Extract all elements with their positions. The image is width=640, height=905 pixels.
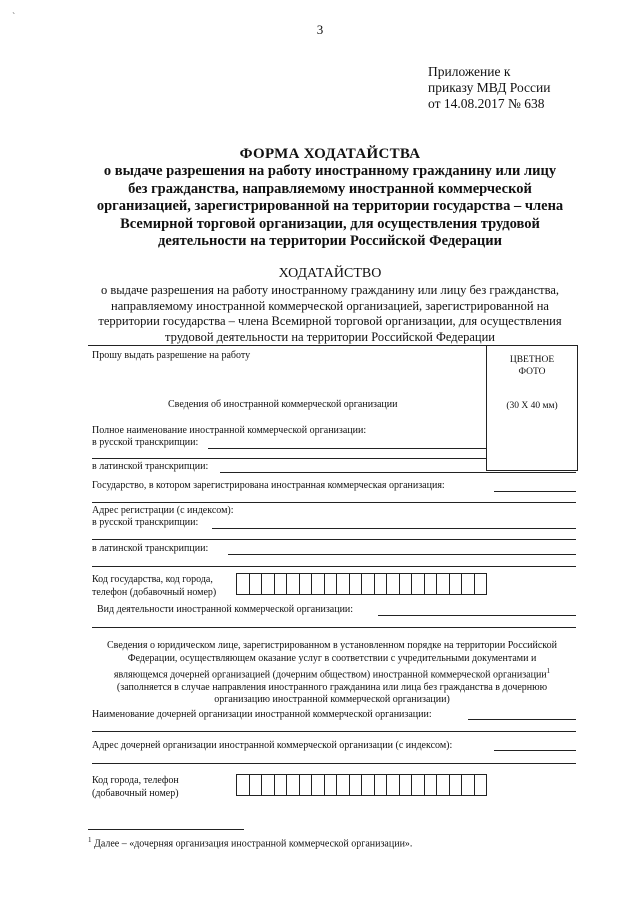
digit-cell[interactable] [374, 774, 388, 796]
full-name-russian-field[interactable] [208, 448, 486, 449]
digit-cell[interactable] [361, 573, 375, 595]
photo-label-line-2: ФОТО [518, 367, 546, 377]
digit-cell[interactable] [336, 774, 350, 796]
document-subheading-line: о выдаче разрешения на работу иностранному гражданину или лицу без гражданства, [100, 283, 560, 297]
digit-cell[interactable] [436, 573, 450, 595]
digit-cell[interactable] [386, 774, 400, 796]
reg-address-latin-label: в латинской транскрипции: [92, 543, 209, 554]
appendix-line-1: Приложение к [428, 64, 511, 79]
legal-entity-line: являющемся дочерней организацией (дочерним обществом) иностранной коммерческой организации$^1$ [113, 667, 551, 681]
full-name-label: Полное наименование иностранной коммерческой организации: [92, 425, 367, 436]
form-subtitle [60, 163, 600, 251]
reg-address-russian-label: в русской транскрипции: [92, 517, 199, 528]
digit-cell[interactable] [474, 774, 488, 796]
digit-cell[interactable] [461, 573, 475, 595]
digit-cell[interactable] [274, 774, 288, 796]
digit-cell[interactable] [424, 573, 438, 595]
reg-address-latin-field[interactable] [228, 554, 576, 555]
photo-size-label: (30 Х 40 мм) [506, 401, 558, 411]
document-subheading-line: трудовой деятельности на территории Российской Федерации [165, 329, 495, 344]
page-number: 3 [316, 22, 324, 37]
digit-cell[interactable] [336, 573, 350, 595]
reg-address-label: Адрес регистрации (с индексом): [92, 505, 234, 516]
digit-cell[interactable] [411, 573, 425, 595]
legal-entity-line: Сведения о юридическом лице, зарегистрированном в установленном порядке на территории Российской [107, 640, 557, 651]
digit-cell[interactable] [286, 573, 300, 595]
digit-cell[interactable] [311, 774, 325, 796]
appendix-line-3: от 14.08.2017 № 638 [428, 96, 545, 111]
subsidiary-name-extra[interactable] [92, 731, 576, 732]
digit-cell[interactable] [349, 774, 363, 796]
digit-cell[interactable] [299, 774, 313, 796]
digit-cell[interactable] [449, 774, 463, 796]
activity-field-extra[interactable] [92, 627, 576, 628]
phone-code-label-line: телефон (добавочный номер) [92, 586, 217, 598]
form-subtitle-line: Всемирной торговой организации, для осуществления трудовой [120, 215, 540, 232]
state-field[interactable] [494, 491, 576, 492]
digit-cell[interactable] [311, 573, 325, 595]
digit-cell[interactable] [261, 573, 275, 595]
digit-cell[interactable] [249, 573, 263, 595]
digit-cell[interactable] [286, 774, 300, 796]
digit-cell[interactable] [424, 774, 438, 796]
activity-field[interactable] [378, 615, 576, 616]
subsidiary-address-field[interactable] [494, 750, 576, 751]
document-subheading-line: направляемому иностранной коммерческой организацией, зарегистрированной на [111, 298, 549, 313]
state-field-extra[interactable] [92, 502, 576, 503]
full-name-extra-field[interactable] [92, 458, 486, 459]
appendix-line-2: приказу МВД России [428, 80, 551, 95]
scan-mark: ` [12, 12, 16, 23]
city-phone-cells[interactable] [236, 774, 486, 796]
digit-cell[interactable] [449, 573, 463, 595]
digit-cell[interactable] [374, 573, 388, 595]
digit-cell[interactable] [324, 774, 338, 796]
city-phone-label-line: (добавочный номер) [92, 787, 179, 799]
appendix-block [428, 64, 551, 112]
footnote-number: 1 [88, 836, 92, 844]
digit-cell[interactable] [461, 774, 475, 796]
phone-code-cells[interactable] [236, 573, 486, 595]
digit-cell[interactable] [399, 774, 413, 796]
digit-cell[interactable] [236, 774, 250, 796]
phone-code-label [92, 574, 216, 599]
full-name-latin-field[interactable] [220, 472, 576, 473]
digit-cell[interactable] [386, 573, 400, 595]
photo-label-line-1: ЦВЕТНОЕ [509, 355, 555, 365]
full-name-latin-label: в латинской транскрипции: [92, 461, 209, 472]
reg-address-extra-field[interactable] [92, 539, 576, 540]
digit-cell[interactable] [249, 774, 263, 796]
state-label: Государство, в котором зарегистрирована иностранная коммерческая организация: [92, 480, 445, 491]
full-name-russian-label: в русской транскрипции: [92, 437, 199, 448]
document-subheading [60, 283, 600, 345]
digit-cell[interactable] [261, 774, 275, 796]
legal-entity-text [88, 640, 576, 707]
digit-cell[interactable] [399, 573, 413, 595]
city-phone-label [92, 775, 179, 800]
footnote-text: Далее – «дочерняя организация иностранной коммерческой организации». [94, 838, 413, 850]
form-title: ФОРМА ХОДАТАЙСТВА [239, 146, 421, 162]
digit-cell[interactable] [411, 774, 425, 796]
form-subtitle-line: деятельности на территории Российской Федерации [158, 233, 502, 249]
reg-address-latin-extra[interactable] [92, 566, 576, 567]
digit-cell[interactable] [274, 573, 288, 595]
digit-cell[interactable] [436, 774, 450, 796]
digit-cell[interactable] [299, 573, 313, 595]
digit-cell[interactable] [236, 573, 250, 595]
form-subtitle-line: организацией, зарегистрированной на территории государства – члена [96, 198, 564, 214]
legal-entity-line: (заполняется в случае направления иностранного гражданина или лица без гражданства в дочернюю [116, 681, 548, 693]
reg-address-russian-field[interactable] [212, 528, 576, 529]
form-subtitle-line: о выдаче разрешения на работу иностранному гражданину или лицу [103, 163, 557, 179]
subsidiary-name-field[interactable] [468, 719, 576, 720]
digit-cell[interactable] [349, 573, 363, 595]
activity-label: Вид деятельности иностранной коммерческой организации: [97, 604, 354, 615]
request-text: Прошу выдать разрешение на работу [92, 350, 251, 361]
city-phone-label-line: Код города, телефон [92, 775, 179, 786]
subsidiary-address-label: Адрес дочерней организации иностранной коммерческой организации (с индексом): [92, 740, 453, 751]
digit-cell[interactable] [474, 573, 488, 595]
footnote-separator [88, 829, 244, 830]
digit-cell[interactable] [324, 573, 338, 595]
digit-cell[interactable] [361, 774, 375, 796]
document-subheading-line: территории государства – члена Всемирной торговой организации, для осуществления [98, 314, 562, 328]
document-heading: ХОДАТАЙСТВО [278, 266, 382, 281]
form-subtitle-line: без гражданства, направляемому иностранной коммерческой [128, 180, 532, 197]
subsidiary-address-extra[interactable] [92, 763, 576, 764]
legal-entity-line: Федерации, осуществляющем оказание услуг в соответствии с учредительными документами и [127, 652, 537, 664]
footnote-reference: 1 [546, 667, 551, 675]
legal-entity-line: организацию иностранной коммерческой организации) [214, 694, 450, 706]
phone-code-label-line: Код государства, код города, [92, 574, 213, 585]
section-foreign-org: Сведения об иностранной коммерческой организации [168, 399, 398, 410]
footnote [88, 836, 412, 849]
form-top-rule [88, 345, 486, 346]
subsidiary-name-label: Наименование дочерней организации иностранной коммерческой организации: [92, 709, 432, 720]
photo-placeholder[interactable] [486, 345, 578, 471]
